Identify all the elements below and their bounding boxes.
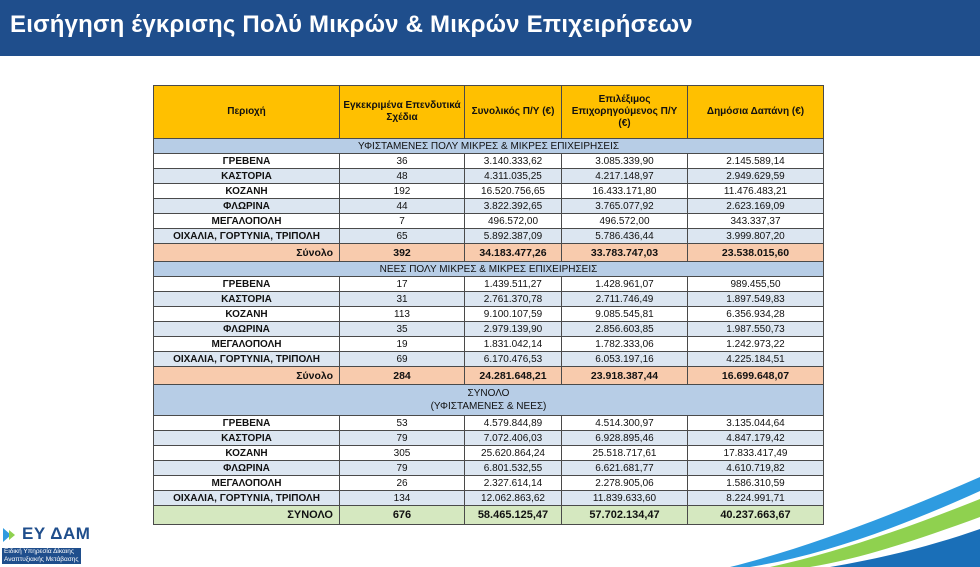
cell-public-expenditure: 11.476.483,21	[688, 184, 824, 199]
cell-approved-plans: 31	[340, 292, 465, 307]
cell-public-expenditure: 3.999.807,20	[688, 229, 824, 244]
cell-region: ΓΡΕΒΕΝΑ	[154, 277, 340, 292]
cell-region: ΜΕΓΑΛΟΠΟΛΗ	[154, 476, 340, 491]
table-row	[154, 337, 824, 352]
cell-approved-plans: 26	[340, 476, 465, 491]
section-heading-row	[154, 139, 824, 154]
cell-approved-plans: 79	[340, 431, 465, 446]
cell-public-expenditure: 17.833.417,49	[688, 446, 824, 461]
section-heading	[154, 139, 824, 154]
cell-public-expenditure: 1.242.973,22	[688, 337, 824, 352]
cell-public-expenditure: 23.538.015,60	[688, 244, 824, 262]
table-row	[154, 169, 824, 184]
cell-region: ΦΛΩΡΙΝΑ	[154, 461, 340, 476]
section-heading	[154, 262, 824, 277]
table-row	[154, 322, 824, 337]
subtotal-row	[154, 244, 824, 262]
cell-approved-plans: 676	[340, 506, 465, 525]
cell-eligible-budget: 9.085.545,81	[562, 307, 688, 322]
cell-public-expenditure: 8.224.991,71	[688, 491, 824, 506]
cell-region: ΚΟΖΑΝΗ	[154, 307, 340, 322]
cell-eligible-budget: 1.782.333,06	[562, 337, 688, 352]
section-heading-text: ΥΦΙΣΤΑΜΕΝΕΣ ΠΟΛΥ ΜΙΚΡΕΣ & ΜΙΚΡΕΣ ΕΠΙΧΕΙΡΗΣΕΙΣ	[357, 140, 620, 152]
header-total-budget: Συνολικός Π/Υ (€)	[465, 86, 562, 139]
cell-eligible-budget: 25.518.717,61	[562, 446, 688, 461]
cell-total-budget: 24.281.648,21	[465, 367, 562, 385]
eydam-logo	[0, 520, 110, 567]
grand-total-row	[154, 506, 824, 525]
cell-total-budget: 4.311.035,25	[465, 169, 562, 184]
cell-eligible-budget: 23.918.387,44	[562, 367, 688, 385]
table-header-row	[154, 86, 824, 139]
cell-eligible-budget: 3.085.339,90	[562, 154, 688, 169]
cell-public-expenditure: 1.987.550,73	[688, 322, 824, 337]
cell-public-expenditure: 1.897.549,83	[688, 292, 824, 307]
cell-total-budget: 1.439.511,27	[465, 277, 562, 292]
cell-region: ΓΡΕΒΕΝΑ	[154, 154, 340, 169]
table-row	[154, 491, 824, 506]
cell-total-budget: 16.520.756,65	[465, 184, 562, 199]
section-heading	[154, 385, 824, 416]
header-eligible-budget: Επιλέξιμος Επιχορηγούμενος Π/Υ (€)	[562, 86, 688, 139]
cell-public-expenditure: 2.949.629,59	[688, 169, 824, 184]
logo-name: ΕΥ ΔΑΜ	[22, 524, 91, 543]
cell-total-budget: 5.892.387,09	[465, 229, 562, 244]
cell-total-budget: 3.140.333,62	[465, 154, 562, 169]
cell-eligible-budget: 496.572,00	[562, 214, 688, 229]
cell-total-budget: 34.183.477,26	[465, 244, 562, 262]
cell-eligible-budget: 2.278.905,06	[562, 476, 688, 491]
table-row	[154, 277, 824, 292]
subtotal-label: Σύνολο	[154, 367, 340, 385]
cell-eligible-budget: 11.839.633,60	[562, 491, 688, 506]
cell-public-expenditure: 4.610.719,82	[688, 461, 824, 476]
cell-eligible-budget: 57.702.134,47	[562, 506, 688, 525]
table-row	[154, 352, 824, 367]
cell-public-expenditure: 4.847.179,42	[688, 431, 824, 446]
table-row	[154, 446, 824, 461]
cell-region: ΟΙΧΑΛΙΑ, ΓΟΡΤΥΝΙΑ, ΤΡΙΠΟΛΗ	[154, 229, 340, 244]
subtotal-row	[154, 367, 824, 385]
cell-eligible-budget: 1.428.961,07	[562, 277, 688, 292]
cell-region: ΜΕΓΑΛΟΠΟΛΗ	[154, 337, 340, 352]
cell-public-expenditure: 6.356.934,28	[688, 307, 824, 322]
cell-eligible-budget: 2.856.603,85	[562, 322, 688, 337]
cell-total-budget: 9.100.107,59	[465, 307, 562, 322]
cell-eligible-budget: 6.928.895,46	[562, 431, 688, 446]
cell-total-budget: 4.579.844,89	[465, 416, 562, 431]
cell-eligible-budget: 2.711.746,49	[562, 292, 688, 307]
cell-public-expenditure: 4.225.184,51	[688, 352, 824, 367]
cell-approved-plans: 35	[340, 322, 465, 337]
cell-eligible-budget: 4.217.148,97	[562, 169, 688, 184]
table-row	[154, 229, 824, 244]
decorative-swoosh	[730, 477, 980, 567]
cell-total-budget: 7.072.406,03	[465, 431, 562, 446]
cell-public-expenditure: 343.337,37	[688, 214, 824, 229]
section-heading-text: ΝΕΕΣ ΠΟΛΥ ΜΙΚΡΕΣ & ΜΙΚΡΕΣ ΕΠΙΧΕΙΡΗΣΕΙΣ	[379, 263, 598, 275]
subtotal-label: Σύνολο	[154, 244, 340, 262]
cell-eligible-budget: 5.786.436,44	[562, 229, 688, 244]
cell-region: ΚΟΖΑΝΗ	[154, 446, 340, 461]
logo-arrow-icon	[2, 526, 20, 544]
cell-total-budget: 2.327.614,14	[465, 476, 562, 491]
cell-approved-plans: 36	[340, 154, 465, 169]
cell-public-expenditure: 989.455,50	[688, 277, 824, 292]
cell-region: ΟΙΧΑΛΙΑ, ΓΟΡΤΥΝΙΑ, ΤΡΙΠΟΛΗ	[154, 352, 340, 367]
cell-region: ΚΑΣΤΟΡΙΑ	[154, 431, 340, 446]
header-region: Περιοχή	[154, 86, 340, 139]
table-row	[154, 154, 824, 169]
table-row	[154, 461, 824, 476]
cell-total-budget: 2.761.370,78	[465, 292, 562, 307]
cell-approved-plans: 53	[340, 416, 465, 431]
cell-approved-plans: 284	[340, 367, 465, 385]
table-row	[154, 476, 824, 491]
cell-approved-plans: 192	[340, 184, 465, 199]
cell-total-budget: 58.465.125,47	[465, 506, 562, 525]
cell-region: ΟΙΧΑΛΙΑ, ΓΟΡΤΥΝΙΑ, ΤΡΙΠΟΛΗ	[154, 491, 340, 506]
cell-eligible-budget: 6.053.197,16	[562, 352, 688, 367]
logo-tagline-line-1: Ειδική Υπηρεσία Δίκαιης	[4, 548, 74, 555]
cell-approved-plans: 48	[340, 169, 465, 184]
table-row	[154, 214, 824, 229]
cell-total-budget: 6.170.476,53	[465, 352, 562, 367]
cell-public-expenditure: 2.623.169,09	[688, 199, 824, 214]
cell-approved-plans: 69	[340, 352, 465, 367]
cell-total-budget: 25.620.864,24	[465, 446, 562, 461]
logo-tagline	[2, 548, 81, 564]
cell-region: ΚΑΣΤΟΡΙΑ	[154, 292, 340, 307]
cell-public-expenditure: 16.699.648,07	[688, 367, 824, 385]
cell-region: ΦΛΩΡΙΝΑ	[154, 322, 340, 337]
section-heading-text: ΣΥΝΟΛΟ	[467, 388, 510, 399]
header-public-expenditure: Δημόσια Δαπάνη (€)	[688, 86, 824, 139]
table-row	[154, 431, 824, 446]
section-heading-row	[154, 385, 824, 416]
cell-total-budget: 3.822.392,65	[465, 199, 562, 214]
cell-approved-plans: 17	[340, 277, 465, 292]
page-title: Εισήγηση έγκρισης Πολύ Μικρών & Μικρών Επιχειρήσεων	[10, 11, 693, 38]
table-row	[154, 184, 824, 199]
cell-total-budget: 6.801.532,55	[465, 461, 562, 476]
cell-public-expenditure: 3.135.044,64	[688, 416, 824, 431]
header-approved-plans: Εγκεκριμένα Επενδυτικά Σχέδια	[340, 86, 465, 139]
table-row	[154, 292, 824, 307]
section-heading-row	[154, 262, 824, 277]
cell-eligible-budget: 4.514.300,97	[562, 416, 688, 431]
cell-approved-plans: 79	[340, 461, 465, 476]
cell-public-expenditure: 1.586.310,59	[688, 476, 824, 491]
cell-total-budget: 496.572,00	[465, 214, 562, 229]
cell-total-budget: 1.831.042,14	[465, 337, 562, 352]
cell-approved-plans: 305	[340, 446, 465, 461]
cell-eligible-budget: 3.765.077,92	[562, 199, 688, 214]
logo-tagline-line-2: Αναπτυξιακής Μετάβασης	[4, 556, 79, 563]
cell-public-expenditure: 2.145.589,14	[688, 154, 824, 169]
cell-region: ΚΑΣΤΟΡΙΑ	[154, 169, 340, 184]
cell-approved-plans: 113	[340, 307, 465, 322]
cell-approved-plans: 65	[340, 229, 465, 244]
cell-approved-plans: 7	[340, 214, 465, 229]
table-row	[154, 307, 824, 322]
approval-table	[153, 85, 824, 525]
subtotal-label: ΣΥΝΟΛΟ	[154, 506, 340, 525]
cell-eligible-budget: 16.433.171,80	[562, 184, 688, 199]
cell-public-expenditure: 40.237.663,67	[688, 506, 824, 525]
table-row	[154, 416, 824, 431]
cell-eligible-budget: 6.621.681,77	[562, 461, 688, 476]
cell-approved-plans: 44	[340, 199, 465, 214]
cell-approved-plans: 19	[340, 337, 465, 352]
cell-total-budget: 12.062.863,62	[465, 491, 562, 506]
section-heading-subtext: (ΥΦΙΣΤΑΜΕΝΕΣ & ΝΕΕΣ)	[430, 401, 547, 412]
table-row	[154, 199, 824, 214]
cell-total-budget: 2.979.139,90	[465, 322, 562, 337]
cell-approved-plans: 392	[340, 244, 465, 262]
cell-eligible-budget: 33.783.747,03	[562, 244, 688, 262]
cell-region: ΓΡΕΒΕΝΑ	[154, 416, 340, 431]
cell-region: ΜΕΓΑΛΟΠΟΛΗ	[154, 214, 340, 229]
title-bar	[0, 0, 980, 56]
cell-region: ΦΛΩΡΙΝΑ	[154, 199, 340, 214]
cell-approved-plans: 134	[340, 491, 465, 506]
cell-region: ΚΟΖΑΝΗ	[154, 184, 340, 199]
